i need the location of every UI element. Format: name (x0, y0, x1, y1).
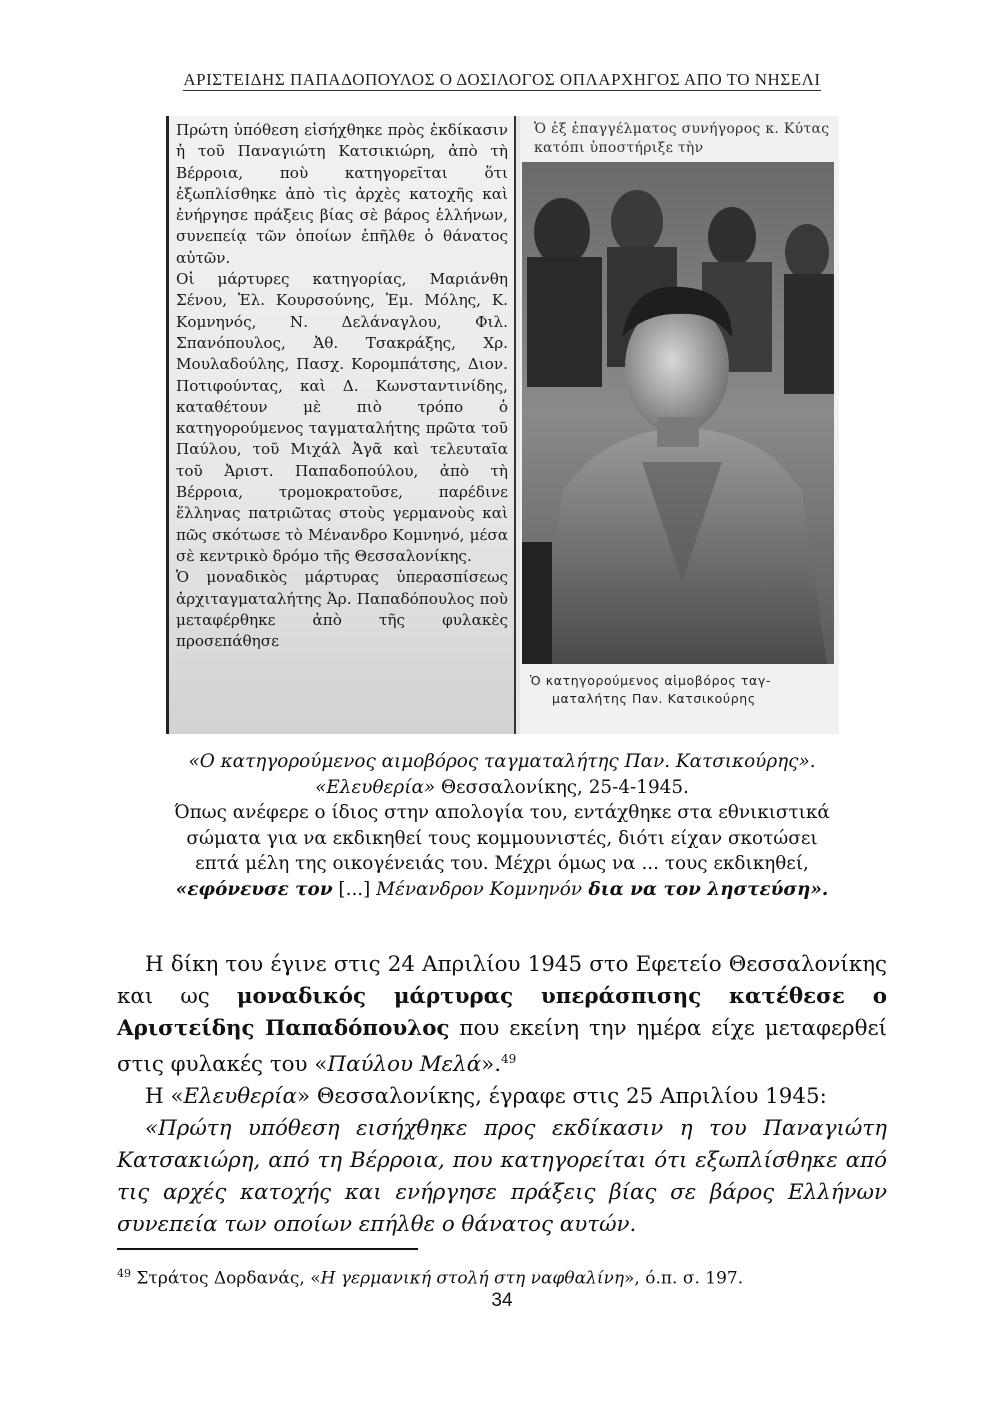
p2-italic: Ελευθερία (183, 1084, 297, 1110)
footnote-text-a: Στράτος Δορδανάς, « (131, 1268, 321, 1289)
figure-caption-line-3: Όπως ανέφερε ο ίδιος στην απολογία του, εντάχθηκε στα εθνικιστικά (174, 802, 830, 824)
clipping-article-column (166, 116, 514, 734)
footnote-italic: Η γερμανική στολή στη ναφθαλίνη (320, 1268, 625, 1289)
figure-caption (110, 749, 894, 903)
p1-bold: μοναδικός μάρτυρας υπεράσπισης κατέθεσε ο Αριστείδης Παπαδόπουλος (117, 983, 887, 1041)
page-number: 34 (491, 1290, 513, 1311)
footnote-number: 49 (117, 1267, 131, 1280)
footnote-divider (117, 1248, 418, 1250)
p2-text-a: Η « (145, 1084, 184, 1110)
p1-italic: Παύλου Μελά (327, 1052, 482, 1078)
photo-caption-line-2: ματαλήτης Παν. Κατσικούρης (552, 691, 756, 706)
running-header (0, 70, 1004, 90)
quote-part-a: «εφόνευσε τον (175, 878, 333, 900)
source-details: Θεσσαλονίκης, 25-4-1945. (435, 776, 689, 798)
body-paragraph-3-quote: «Πρώτη υπόθεση εισήχθηκε προς εκδίκασιν η του Παναγιώτη Κατσακιώρη, από τη Βέρροια, που κατηγορείται ότι εξωπλίσθηκε από τις αρχές κατοχής και ενήργησε πράξεις βίας σε βάρος Ελλήνων συνεπεία των οποίων επήλθε ο θάνατος αυτών. (117, 1116, 887, 1237)
quote-part-b: [...] (332, 878, 377, 900)
figure-caption-line-4: σώματα για να εκδικηθεί τους κομμουνιστές, διότι είχαν σκοτώσει (186, 827, 818, 849)
figure-caption-source (110, 775, 894, 801)
p1-text-a: Η δίκη του έγινε στις 24 Απριλίου 1945 στο Εφετείο Θεσσαλονίκης και ως (117, 952, 887, 1009)
photo-caption (520, 672, 839, 708)
figure-caption-line-6 (110, 877, 894, 903)
running-title: ΑΡΙΣΤΕΙΔΗΣ ΠΑΠΑΔΟΠΟΥΛΟΣ Ο ΔΟΣΙΛΟΓΟΣ ΟΠΛΑΡΧΗΓΟΣ ΑΠΟ ΤΟ ΝΗΣΕΛΙ (183, 70, 821, 89)
photo-caption-line-1: Ὁ κατηγορούμενος αἱμοβόρος ταγ- (530, 673, 771, 688)
body-text (117, 949, 887, 1240)
newspaper-clipping (166, 116, 839, 734)
defendant-photo (522, 162, 834, 664)
footnote (117, 1262, 897, 1291)
clipping-photo-column (520, 116, 839, 734)
source-name: «Ελευθερία» (315, 776, 436, 798)
column-divider (514, 116, 516, 734)
clipping-top-caption: Ὁ ἐξ ἐπαγγέλματος συνήγορος κ. Κύτας κατόπι ὑποστήριξε τὴν (534, 121, 830, 156)
footnote-ref-49[interactable]: 49 (501, 1052, 517, 1067)
body-paragraph-1 (117, 949, 887, 1081)
quote-part-c: Μένανδρον Κομνηνόν (376, 878, 583, 900)
p2-text-b: » Θεσσαλονίκης, έγραφε στις 25 Απριλίου 1945: (296, 1084, 827, 1110)
quote-part-d: δια να τον ληστεύση». (582, 878, 829, 900)
clipping-paragraph-3: Ὁ μοναδικὸς μάρτυρας ὑπερασπίσεως ἀρχιταγματαλήτης Ἀρ. Παπαδόπουλος ποὺ μεταφέρθηκε ἀπὸ τῆς φυλακὲς προσεπάθησε (176, 568, 508, 651)
body-paragraph-2 (117, 1081, 887, 1113)
p1-text-b: που εκείνη την ημέρα είχε μεταφερθεί στις φυλακές του « (117, 1015, 887, 1078)
column-rule (166, 116, 169, 734)
figure-caption-line-5: επτά μέλη της οικογένειάς του. Μέχρι όμως να ... τους εκδικηθεί, (195, 853, 809, 875)
p1-text-c: ». (481, 1052, 502, 1078)
clipping-paragraph-1: Πρώτη ὑπόθεση εἰσήχθηκε πρὸς ἐκδίκασιν ἡ τοῦ Παναγιώτη Κατσικιώρη, ἀπὸ τὴ Βέρροια, ποὺ κατηγορεῖται ὅτι ἐξωπλίσθηκε ἀπὸ τὶς ἀρχὲς κατοχῆς καὶ ἐνήργησε πράξεις βίας σὲ βάρος ἑλλήνων, συνεπείᾳ τῶν ὁποίων ἐπῆλθε ὁ θάνατος αὐτῶν. (176, 121, 508, 267)
clipping-paragraph-2: Οἱ μάρτυρες κατηγορίας, Μαριάνθη Σένου, Ἑλ. Κουρσούνης, Ἐμ. Μόλης, Κ. Κομνηνός, Ν. Δελάναγλου, Φιλ. Σπανόπουλος, Ἀθ. Τσακράξης, Χρ. Μουλαδούλης, Πασχ. Κορομπάτσης, Διον. Ποτιφούντας, καὶ Δ. Κωνσταντινίδης, καταθέτουν μὲ πιὸ τρόπο ὁ κατηγορούμενος ταγματαλήτης πρῶτα τοῦ Παύλου, τοῦ Μιχάλ Ἀγᾶ καὶ τελευταῖα τοῦ Ἀριστ. Παπαδοπούλου, ἀπὸ τὴ Βέρροια, τρομοκρατοῦσε, παρέδινε ἕλληνας πατριῶτας στοὺς γερμανοὺς καὶ πῶς σκότωσε τὸ Μένανδρο Κομνηνό, μέσα σὲ κεντρικὸ δρόμο τῆς Θεσσαλονίκης. (176, 270, 508, 565)
footnote-text-b: », ό.π. σ. 197. (624, 1268, 744, 1289)
figure-caption-title: «Ο κατηγορούμενος αιμοβόρος ταγματαλήτης Παν. Κατσικούρης». (188, 751, 816, 772)
